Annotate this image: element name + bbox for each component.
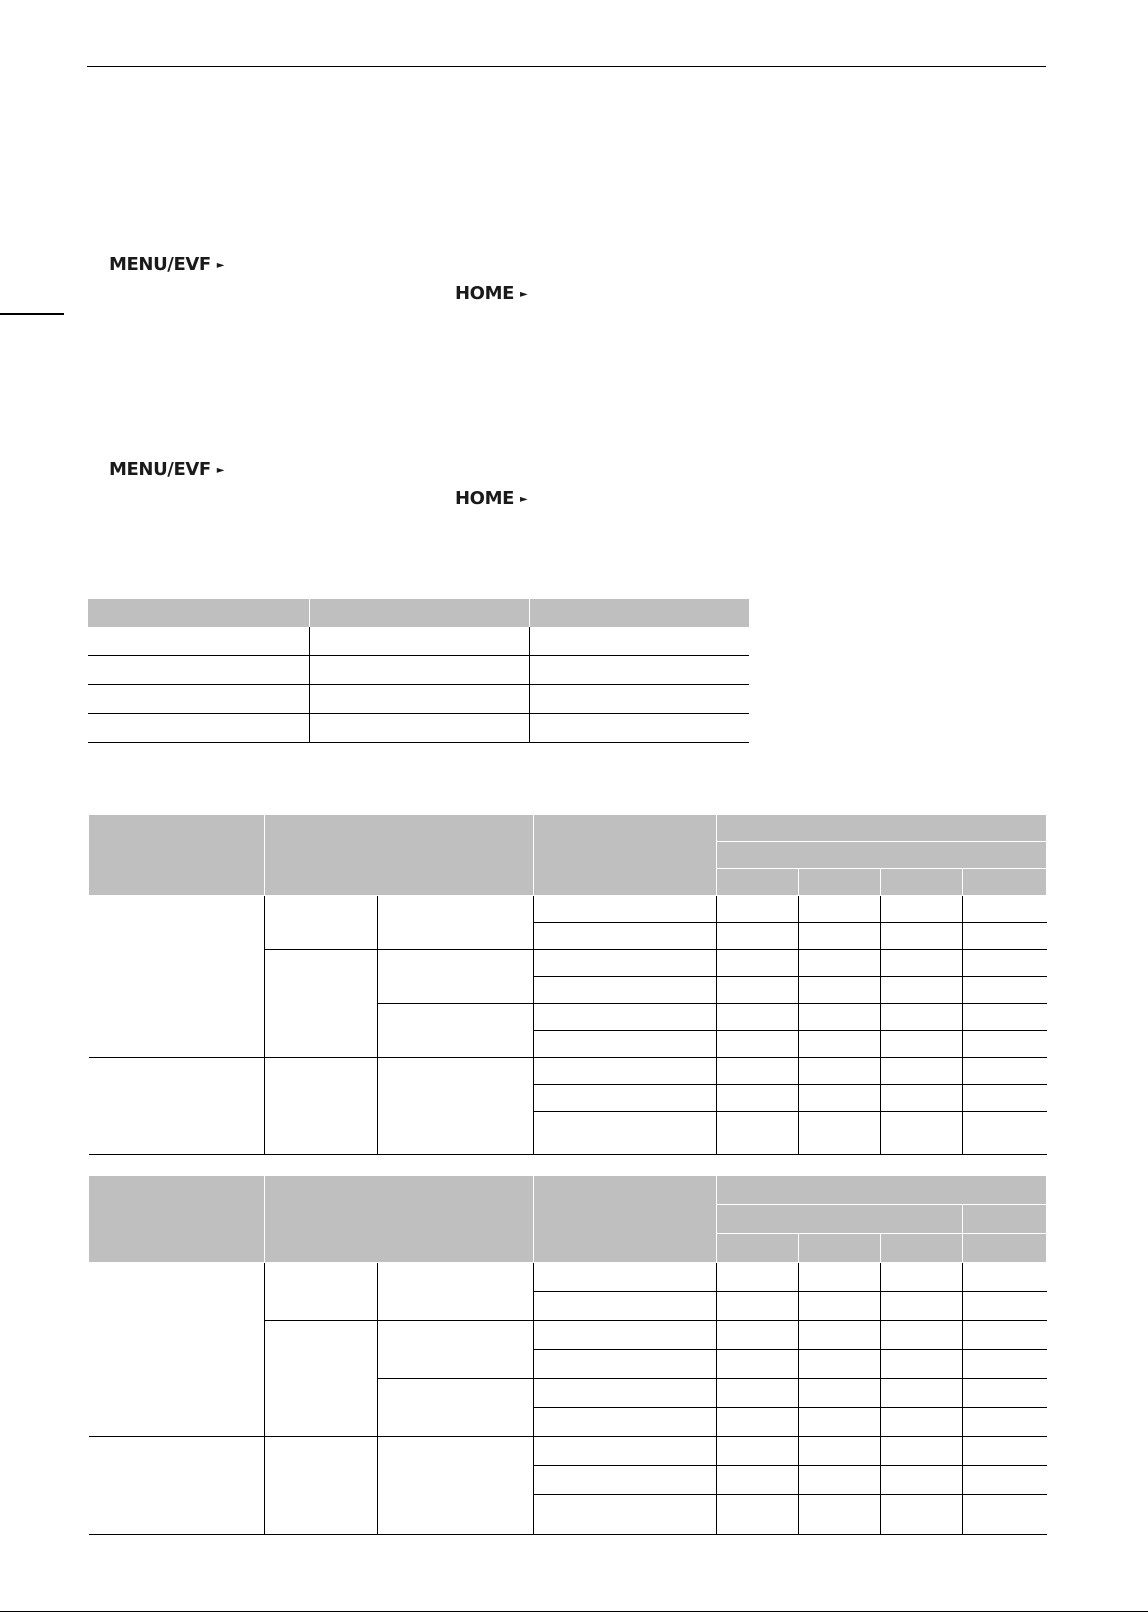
table-cell: [534, 977, 717, 1004]
table-cell: [534, 1085, 717, 1112]
play-arrow-icon: ►: [519, 288, 528, 300]
table-cell: [534, 1058, 717, 1085]
table-cell: [717, 1408, 799, 1437]
table-cell: [963, 1004, 1047, 1031]
table-cell: [881, 1350, 963, 1379]
table-cell: [717, 1437, 799, 1466]
table-cell: [963, 1031, 1047, 1058]
table-cell: [265, 1263, 378, 1321]
table-cell: [534, 1495, 717, 1535]
table-cell: [534, 923, 717, 950]
table-cell: [89, 1058, 265, 1155]
table-cell: [529, 714, 749, 743]
table-cell: [265, 1058, 378, 1155]
table-cell: [88, 685, 309, 714]
table-cell: [534, 1112, 717, 1155]
table-cell: [534, 1379, 717, 1408]
settings-table: [88, 599, 749, 743]
table-cell: [717, 1112, 799, 1155]
table-cell: [717, 1263, 799, 1292]
table-cell: [963, 1321, 1047, 1350]
table-cell: [799, 1058, 881, 1085]
play-arrow-icon: ►: [216, 464, 225, 476]
table-cell: [799, 1466, 881, 1495]
table-cell: [881, 1263, 963, 1292]
table-cell: [534, 1466, 717, 1495]
table-cell: [717, 950, 799, 977]
table-cell: [378, 950, 534, 1004]
table-cell: [799, 1321, 881, 1350]
menu-evf-path-2: [109, 461, 224, 479]
table-cell: [799, 1437, 881, 1466]
table-cell: [534, 1437, 717, 1466]
table-cell: [799, 1292, 881, 1321]
header-cell: [265, 1176, 534, 1263]
table-row: [89, 1437, 1047, 1466]
table-cell: [881, 896, 963, 923]
table-cell: [881, 1466, 963, 1495]
table-cell: [265, 896, 378, 950]
table-cell: [534, 1004, 717, 1031]
table-cell: [717, 1004, 799, 1031]
table-cell: [963, 1085, 1047, 1112]
table-cell: [963, 1466, 1047, 1495]
header-cell: [265, 815, 534, 896]
top-rule: [87, 66, 1046, 67]
header-cell: [963, 869, 1047, 896]
table-cell: [88, 714, 309, 743]
compatibility-table-1: [88, 814, 1047, 1155]
table-cell: [534, 1350, 717, 1379]
table-cell: [534, 1031, 717, 1058]
table-row: [88, 656, 749, 685]
table-cell: [799, 1350, 881, 1379]
table-cell: [378, 1058, 534, 1155]
table-cell: [378, 1263, 534, 1321]
header-cell: [881, 1234, 963, 1263]
table-cell: [88, 656, 309, 685]
table-cell: [717, 1085, 799, 1112]
table-cell: [534, 1321, 717, 1350]
table-cell: [881, 977, 963, 1004]
home-path-1: [455, 285, 527, 303]
header-cell: [309, 599, 529, 627]
table-cell: [309, 714, 529, 743]
header-cell: [963, 1205, 1047, 1234]
table-cell: [881, 1437, 963, 1466]
table-row: [88, 714, 749, 743]
play-arrow-icon: ►: [216, 259, 225, 271]
header-cell: [717, 842, 1047, 869]
table-cell: [799, 923, 881, 950]
table-cell: [88, 627, 309, 656]
table-row: [89, 896, 1047, 923]
table-cell: [89, 896, 265, 1058]
table-cell: [963, 923, 1047, 950]
header-cell: [881, 869, 963, 896]
table-cell: [717, 1292, 799, 1321]
table-cell: [963, 1350, 1047, 1379]
table-cell: [963, 1408, 1047, 1437]
header-cell: [717, 1234, 799, 1263]
table-cell: [963, 1292, 1047, 1321]
table-cell: [881, 1495, 963, 1535]
table-cell: [799, 1112, 881, 1155]
header-cell: [88, 599, 309, 627]
table-cell: [378, 1379, 534, 1437]
table-cell: [963, 1495, 1047, 1535]
table-cell: [963, 1058, 1047, 1085]
table-cell: [717, 1466, 799, 1495]
menu-evf-label: MENU/EVF: [109, 254, 211, 275]
table-cell: [881, 1379, 963, 1408]
header-cell: [717, 1205, 963, 1234]
home-path-2: [455, 490, 527, 508]
table-cell: [529, 685, 749, 714]
table-row: [89, 1058, 1047, 1085]
table-cell: [881, 950, 963, 977]
table-cell: [534, 950, 717, 977]
table-row: [89, 1263, 1047, 1292]
table-cell: [799, 950, 881, 977]
table-cell: [378, 1004, 534, 1058]
table-cell: [799, 1031, 881, 1058]
table-cell: [799, 1004, 881, 1031]
table-header-row: [89, 815, 1047, 842]
table-cell: [534, 896, 717, 923]
table-cell: [717, 923, 799, 950]
table-cell: [881, 1112, 963, 1155]
play-arrow-icon: ►: [519, 493, 528, 505]
header-cell: [717, 815, 1047, 842]
table-cell: [881, 1004, 963, 1031]
table-cell: [309, 627, 529, 656]
table-cell: [717, 1031, 799, 1058]
table-cell: [717, 1321, 799, 1350]
table-cell: [717, 1379, 799, 1408]
table-cell: [963, 977, 1047, 1004]
table-cell: [534, 1408, 717, 1437]
table-cell: [799, 1085, 881, 1112]
table-cell: [378, 896, 534, 950]
table-cell: [799, 1379, 881, 1408]
table-cell: [378, 1321, 534, 1379]
table-header-row: [88, 599, 749, 627]
table-cell: [881, 1031, 963, 1058]
home-label: HOME: [455, 283, 514, 304]
table-cell: [529, 656, 749, 685]
table-cell: [717, 896, 799, 923]
header-cell: [799, 1234, 881, 1263]
compatibility-table-2: [88, 1175, 1047, 1535]
header-cell: [534, 1176, 717, 1263]
table-cell: [717, 1058, 799, 1085]
table-cell: [963, 896, 1047, 923]
home-label: HOME: [455, 488, 514, 509]
table-cell: [799, 896, 881, 923]
header-cell: [534, 815, 717, 896]
margin-marker: [0, 313, 64, 315]
table-row: [88, 627, 749, 656]
table-cell: [717, 1350, 799, 1379]
table-cell: [881, 1085, 963, 1112]
menu-evf-path-1: [109, 256, 224, 274]
table-cell: [717, 977, 799, 1004]
table-cell: [265, 1437, 378, 1535]
table-cell: [378, 1437, 534, 1535]
header-cell: [89, 1176, 265, 1263]
header-cell: [717, 869, 799, 896]
menu-evf-label: MENU/EVF: [109, 459, 211, 480]
table-cell: [963, 1437, 1047, 1466]
table-cell: [881, 923, 963, 950]
table-cell: [963, 1263, 1047, 1292]
header-cell: [799, 869, 881, 896]
table-cell: [963, 1112, 1047, 1155]
table-cell: [881, 1408, 963, 1437]
header-cell: [89, 815, 265, 896]
table-cell: [265, 950, 378, 1058]
table-cell: [963, 950, 1047, 977]
table-cell: [309, 685, 529, 714]
table-cell: [534, 1292, 717, 1321]
table-cell: [881, 1058, 963, 1085]
table-cell: [799, 1263, 881, 1292]
table-cell: [529, 627, 749, 656]
table-cell: [265, 1321, 378, 1437]
table-cell: [799, 1408, 881, 1437]
table-cell: [89, 1263, 265, 1437]
table-cell: [534, 1263, 717, 1292]
table-cell: [309, 656, 529, 685]
table-cell: [881, 1292, 963, 1321]
table-row: [88, 685, 749, 714]
header-cell: [529, 599, 749, 627]
table-cell: [799, 1495, 881, 1535]
table-cell: [963, 1379, 1047, 1408]
table-cell: [799, 977, 881, 1004]
table-cell: [881, 1321, 963, 1350]
bottom-rule: [0, 1611, 1148, 1612]
table-cell: [89, 1437, 265, 1535]
table-header-row: [89, 1176, 1047, 1205]
header-cell: [717, 1176, 1047, 1205]
header-cell: [963, 1234, 1047, 1263]
table-cell: [717, 1495, 799, 1535]
